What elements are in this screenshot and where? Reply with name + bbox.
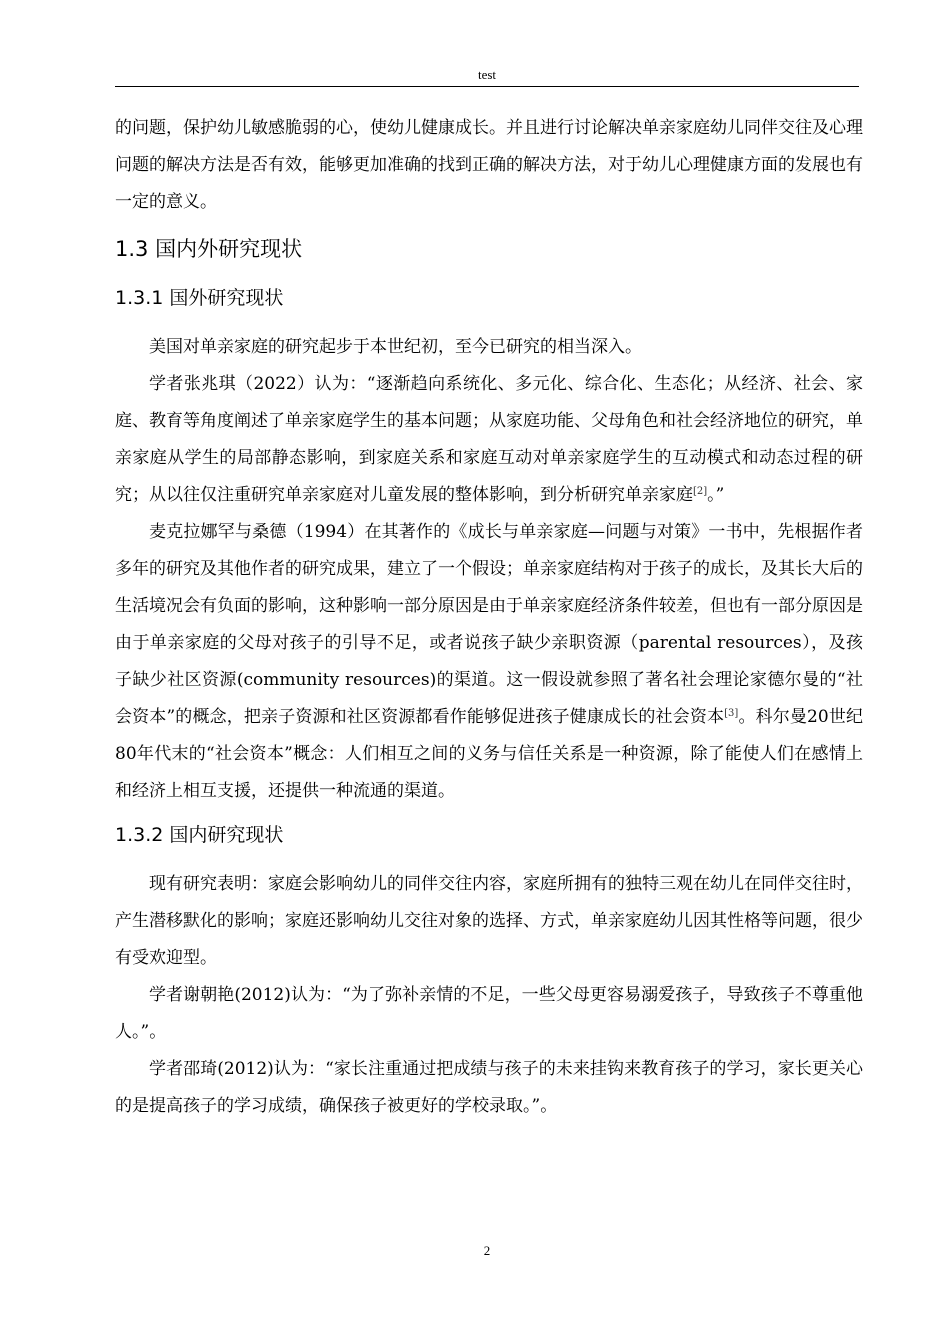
section-heading-1-3: 1.3 国内外研究现状 [115,237,303,261]
citation-ref-3: [3] [724,708,739,719]
page-header: test [477,67,497,82]
paragraph-domestic-research: 现有研究表明：家庭会影响幼儿的同伴交往内容，家庭所拥有的独特三观在幼儿在同伴交往时，产生潜移默化的影响；家庭还影响幼儿交往对象的选择、方式，单亲家庭幼儿因其性格等问题，很少有受欢迎型。 [115,874,863,968]
paragraph-xie-chaoyan: 学者谢朝艳(2012)认为：“为了弥补亲情的不足，一些父母更容易溺爱孩子，导致孩子不尊重他人。”。 [115,985,863,1042]
paragraph-shao-qi: 学者邵琦(2012)认为：“家长注重通过把成绩与孩子的未来挂钩来教育孩子的学习，家长更关心的是提高孩子的学习成绩，确保孩子被更好的学校录取。”。 [115,1059,863,1116]
subsection-heading-1-3-1: 1.3.1 国外研究现状 [115,287,284,309]
document-body [115,110,863,1125]
paragraph-zhang-zhaoqi [115,366,863,514]
page-number: 2 [483,1243,491,1258]
paragraph-mclanahan [115,514,863,810]
paragraph-text: 学者张兆琪（2022）认为：“逐渐趋向系统化、多元化、综合化、生态化；从经济、社会、家庭、教育等角度阐述了单亲家庭学生的基本问题；从家庭功能、父母角色和社会经济地位的研究，单亲家庭从学生的局部静态影响，到家庭关系和家庭互动对单亲家庭学生的互动模式和动态过程的研究；从以往仅注重研究单亲家庭对儿童发展的整体影响，到分析研究单亲家庭 [115,374,863,505]
paragraph-text: 。” [707,485,725,505]
paragraph-text: 。科尔曼20世纪80年代末的“社会资本”概念：人们相互之间的义务与信任关系是一种资源，除了能使人们在感情上和经济上相互支援，还提供一种流通的渠道。 [115,707,863,801]
paragraph-us-research: 美国对单亲家庭的研究起步于本世纪初，至今已研究的相当深入。 [149,337,642,357]
subsection-heading-1-3-2: 1.3.2 国内研究现状 [115,824,284,846]
paragraph-continuation: 的问题，保护幼儿敏感脆弱的心，使幼儿健康成长。并且进行讨论解决单亲家庭幼儿同伴交往及心理问题的解决方法是否有效，能够更加准确的找到正确的解决方法，对于幼儿心理健康方面的发展也有一定的意义。 [115,118,863,212]
paragraph-text: 麦克拉娜罕与桑德（1994）在其著作的《成长与单亲家庭—问题与对策》一书中，先根据作者多年的研究及其他作者的研究成果，建立了一个假设；单亲家庭结构对于孩子的成长，及其长大后的生活境况会有负面的影响，这种影响一部分原因是由于单亲家庭经济条件较差，但也有一部分原因是由于单亲家庭的父母对孩子的引导不足，或者说孩子缺少亲职资源（parental resources），及孩子缺少社区资源(community resources)的渠道。这一假设就参照了著名社会理论家德尔曼的“社会资本”的概念，把亲子资源和社区资源都看作能够促进孩子健康成长的社会资本 [115,522,863,727]
citation-ref-2: [2] [693,486,708,497]
header-divider [115,86,859,87]
